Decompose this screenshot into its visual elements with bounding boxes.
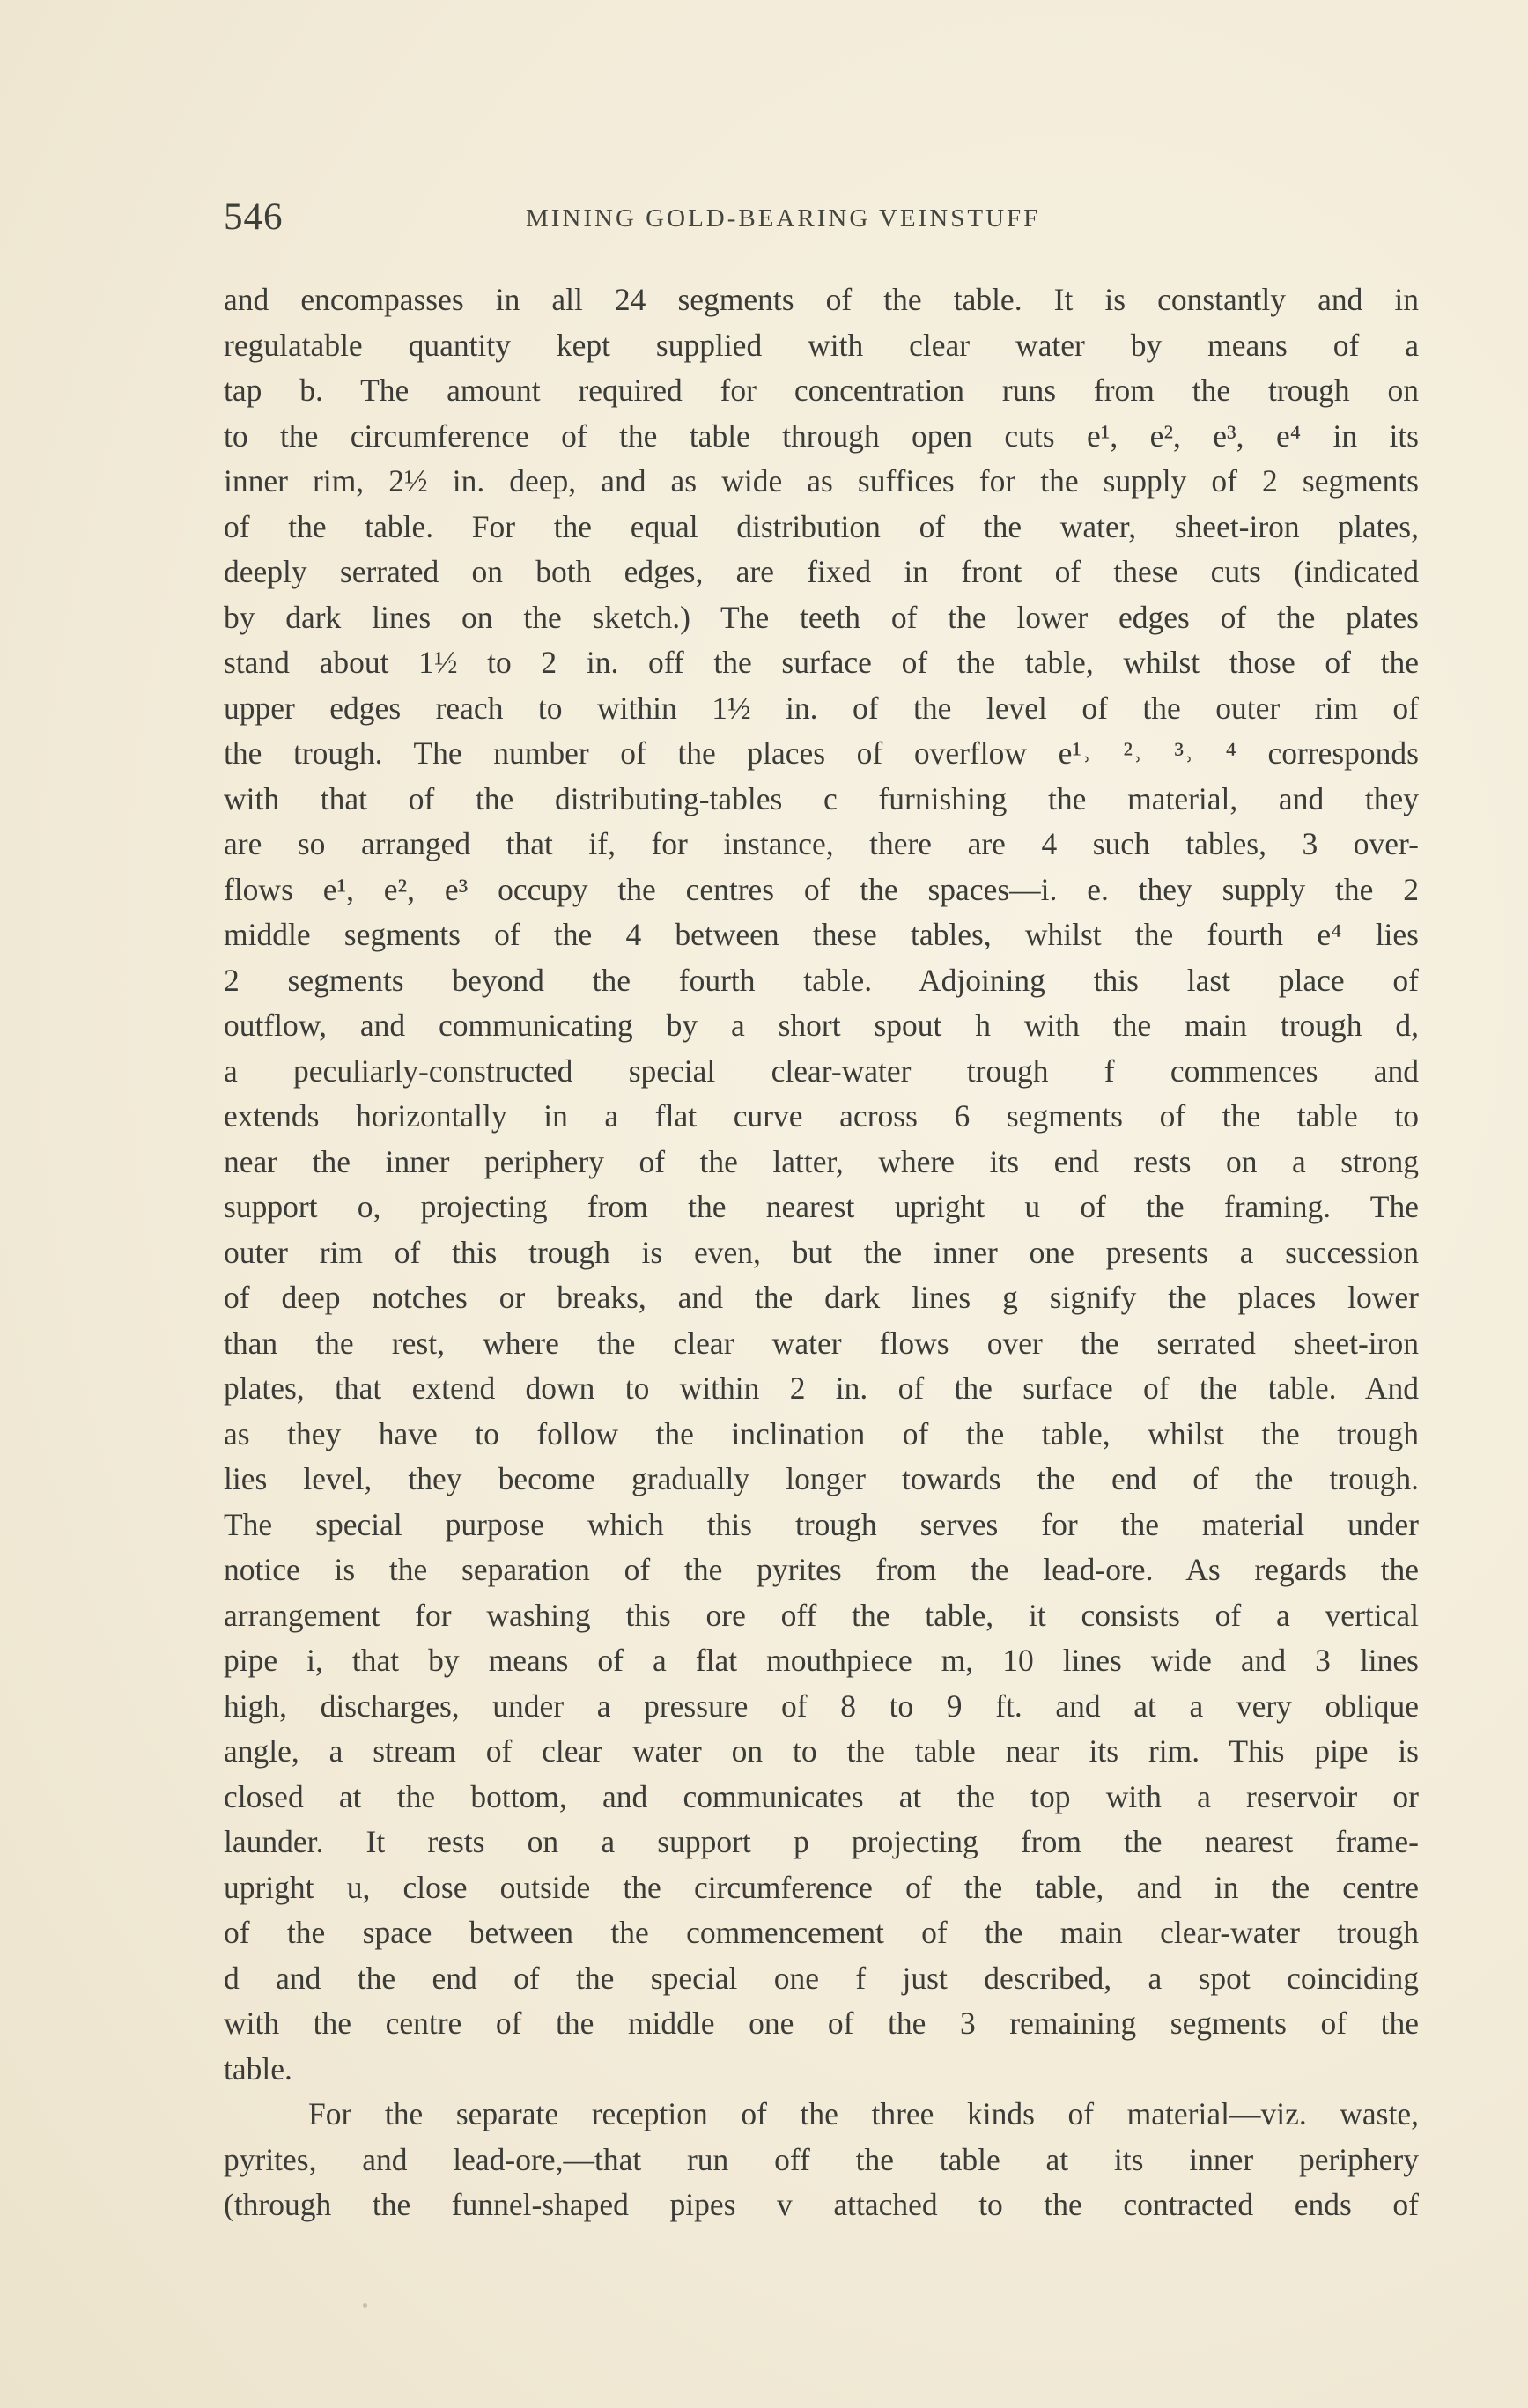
text-line: upper edges reach to within 1½ in. of the level of the outer rim of xyxy=(224,690,1419,726)
text-line: regulatable quantity kept supplied with clear water by means of a xyxy=(224,327,1419,363)
text-line: to the circumference of the table through open cuts e¹, e², e³, e⁴ in its xyxy=(224,417,1419,454)
text-line: launder. It rests on a support p projecting from the nearest frame- xyxy=(224,1824,1419,1859)
text-line: For the separate reception of the three kinds of material—viz. waste, xyxy=(308,2096,1419,2131)
text-line: (through the funnel-shaped pipes v attached to the contracted ends of xyxy=(224,2187,1419,2222)
text-line: arrangement for washing this ore off the table, it consists of a vertical xyxy=(224,1597,1419,1633)
text-line: angle, a stream of clear water on to the table near its rim. This pipe is xyxy=(224,1733,1419,1769)
text-line: notice is the separation of the pyrites from the lead-ore. As regards the xyxy=(224,1552,1419,1587)
paper-speck xyxy=(363,2303,367,2308)
text-line: 2 segments beyond the fourth table. Adjoining this last place of xyxy=(224,962,1419,998)
text-line: stand about 1½ to 2 in. off the surface of the table, whilst those of the xyxy=(224,645,1419,680)
paragraph xyxy=(224,277,1419,2092)
text-line: support o, projecting from the nearest upright u of the framing. The xyxy=(224,1189,1419,1224)
text-line: middle segments of the 4 between these tables, whilst the fourth e⁴ lies xyxy=(224,917,1419,952)
text-line: outer rim of this trough is even, but the inner one presents a succession xyxy=(224,1234,1419,1270)
text-line: the trough. The number of the places of overflow e¹˒ ²˒ ³˒ ⁴ corresponds xyxy=(224,735,1419,771)
text-line: than the rest, where the clear water flows over the serrated sheet-iron xyxy=(224,1325,1419,1361)
text-line: as they have to follow the inclination of the table, whilst the trough xyxy=(224,1415,1419,1451)
text-line: d and the end of the special one f just described, a spot coinciding xyxy=(224,1960,1419,1996)
text-line: pipe i, that by means of a flat mouthpiece m, 10 lines wide and 3 lines xyxy=(224,1643,1419,1678)
text-line: flows e¹, e², e³ occupy the centres of the spaces—i. e. they supply the 2 xyxy=(224,871,1419,907)
text-line: by dark lines on the sketch.) The teeth of the lower edges of the plates xyxy=(224,599,1419,635)
text-line: extends horizontally in a flat curve across 6 segments of the table to xyxy=(224,1098,1419,1134)
text-line: with the centre of the middle one of the 3 remaining segments of the xyxy=(224,2005,1419,2041)
text-line: table. xyxy=(224,2050,292,2087)
text-line: of the table. For the equal distribution of the water, sheet-iron plates, xyxy=(224,508,1419,544)
text-line: are so arranged that if, for instance, there are 4 such tables, 3 over- xyxy=(224,826,1419,861)
text-line: closed at the bottom, and communicates at the top with a reservoir or xyxy=(224,1778,1419,1814)
text-line: a peculiarly-constructed special clear-water trough f commences and xyxy=(224,1053,1419,1089)
text-line: The special purpose which this trough serves for the material under xyxy=(224,1506,1419,1542)
text-line: inner rim, 2½ in. deep, and as wide as suffices for the supply of 2 segments xyxy=(224,463,1419,499)
text-line: plates, that extend down to within 2 in. of the surface of the table. And xyxy=(224,1370,1419,1406)
text-line: of the space between the commencement of the main clear-water trough xyxy=(224,1915,1419,1950)
body-text xyxy=(224,277,1419,2228)
text-line: upright u, close outside the circumference of the table, and in the centre xyxy=(224,1869,1419,1905)
text-line: of deep notches or breaks, and the dark lines g signify the places lower xyxy=(224,1280,1419,1315)
page-number: 546 xyxy=(224,196,284,238)
running-head xyxy=(224,196,1421,240)
text-line: and encompasses in all 24 segments of the table. It is constantly and in xyxy=(224,282,1419,317)
text-line: outflow, and communicating by a short spout h with the main trough d, xyxy=(224,1008,1419,1043)
text-line: near the inner periphery of the latter, where its end rests on a strong xyxy=(224,1143,1419,1179)
running-title: MINING GOLD-BEARING VEINSTUFF xyxy=(526,204,1041,233)
text-line: high, discharges, under a pressure of 8 to 9 ft. and at a very oblique xyxy=(224,1688,1419,1724)
paragraph xyxy=(224,2092,1419,2228)
text-line: lies level, they become gradually longer towards the end of the trough. xyxy=(224,1461,1419,1496)
text-line: deeply serrated on both edges, are fixed in front of these cuts (indicated xyxy=(224,554,1419,589)
text-line: tap b. The amount required for concentration runs from the trough on xyxy=(224,373,1419,408)
text-line: pyrites, and lead-ore,—that run off the table at its inner periphery xyxy=(224,2141,1419,2177)
text-line: with that of the distributing-tables c furnishing the material, and they xyxy=(224,780,1419,816)
